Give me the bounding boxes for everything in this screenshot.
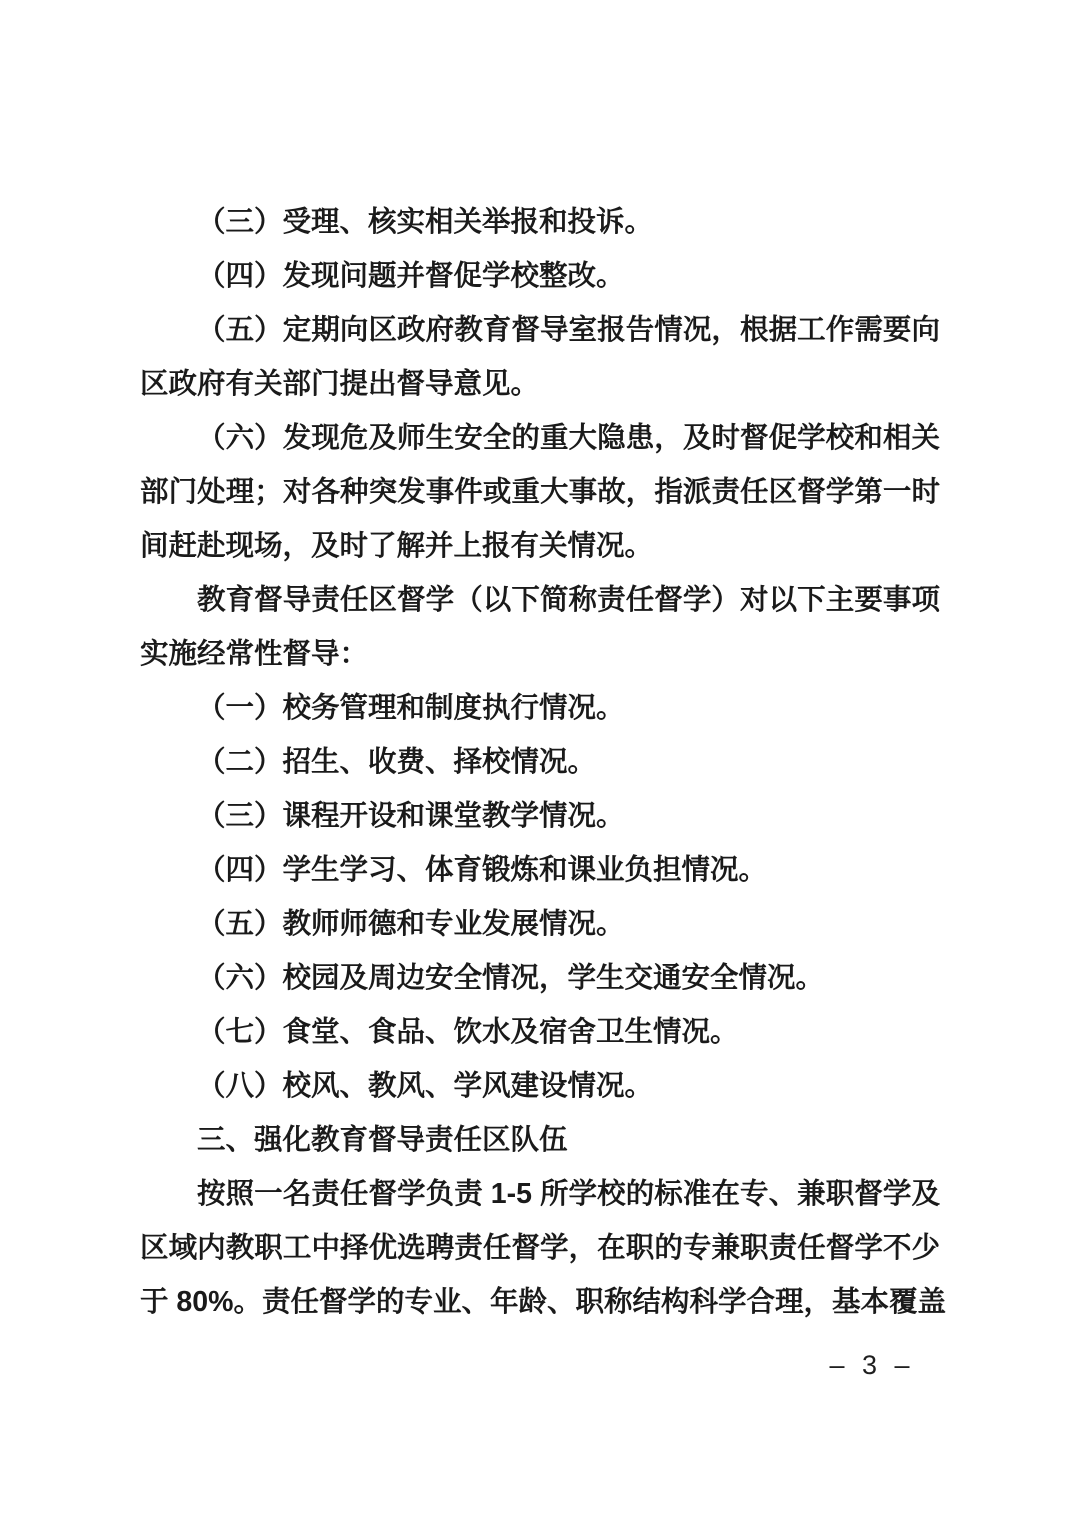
text-line: （二）招生、收费、择校情况。 [197,746,597,778]
text-line: 区域内教职工中择优选聘责任督学，在职的专兼职责任督学不少 [140,1232,940,1264]
text-line: （五）教师师德和专业发展情况。 [197,908,625,940]
text-line: （三）受理、核实相关举报和投诉。 [197,206,654,238]
text-line: 区政府有关部门提出督导意见。 [140,368,540,400]
text-line: 于 80%。责任督学的专业、年龄、职称结构科学合理，基本覆盖 [140,1286,946,1318]
section-heading: 三、强化教育督导责任区队伍 [197,1124,568,1156]
text-line: （四）学生学习、体育锻炼和课业负担情况。 [197,854,768,886]
text-line: 部门处理；对各种突发事件或重大事故，指派责任区督学第一时 [140,476,940,508]
text-line: （七）食堂、食品、饮水及宿舍卫生情况。 [197,1016,739,1048]
text-line: （六）校园及周边安全情况，学生交通安全情况。 [197,962,825,994]
text-line: （三）课程开设和课堂教学情况。 [197,800,625,832]
text-line: （五）定期向区政府教育督导室报告情况，根据工作需要向 [197,314,940,346]
body-text [140,195,946,1329]
text-line: 实施经常性督导： [140,638,369,670]
text-line: （六）发现危及师生安全的重大隐患，及时督促学校和相关 [197,422,940,454]
page-number: – 3 – [829,1350,915,1380]
text-line: 教育督导责任区督学（以下简称责任督学）对以下主要事项 [197,584,940,616]
text-line: （八）校风、教风、学风建设情况。 [197,1070,654,1102]
text-line: 按照一名责任督学负责 1-5 所学校的标准在专、兼职督学及 [197,1178,940,1210]
text-line: 间赶赴现场，及时了解并上报有关情况。 [140,530,654,562]
text-line: （一）校务管理和制度执行情况。 [197,692,625,724]
text-line: （四）发现问题并督促学校整改。 [197,260,625,292]
